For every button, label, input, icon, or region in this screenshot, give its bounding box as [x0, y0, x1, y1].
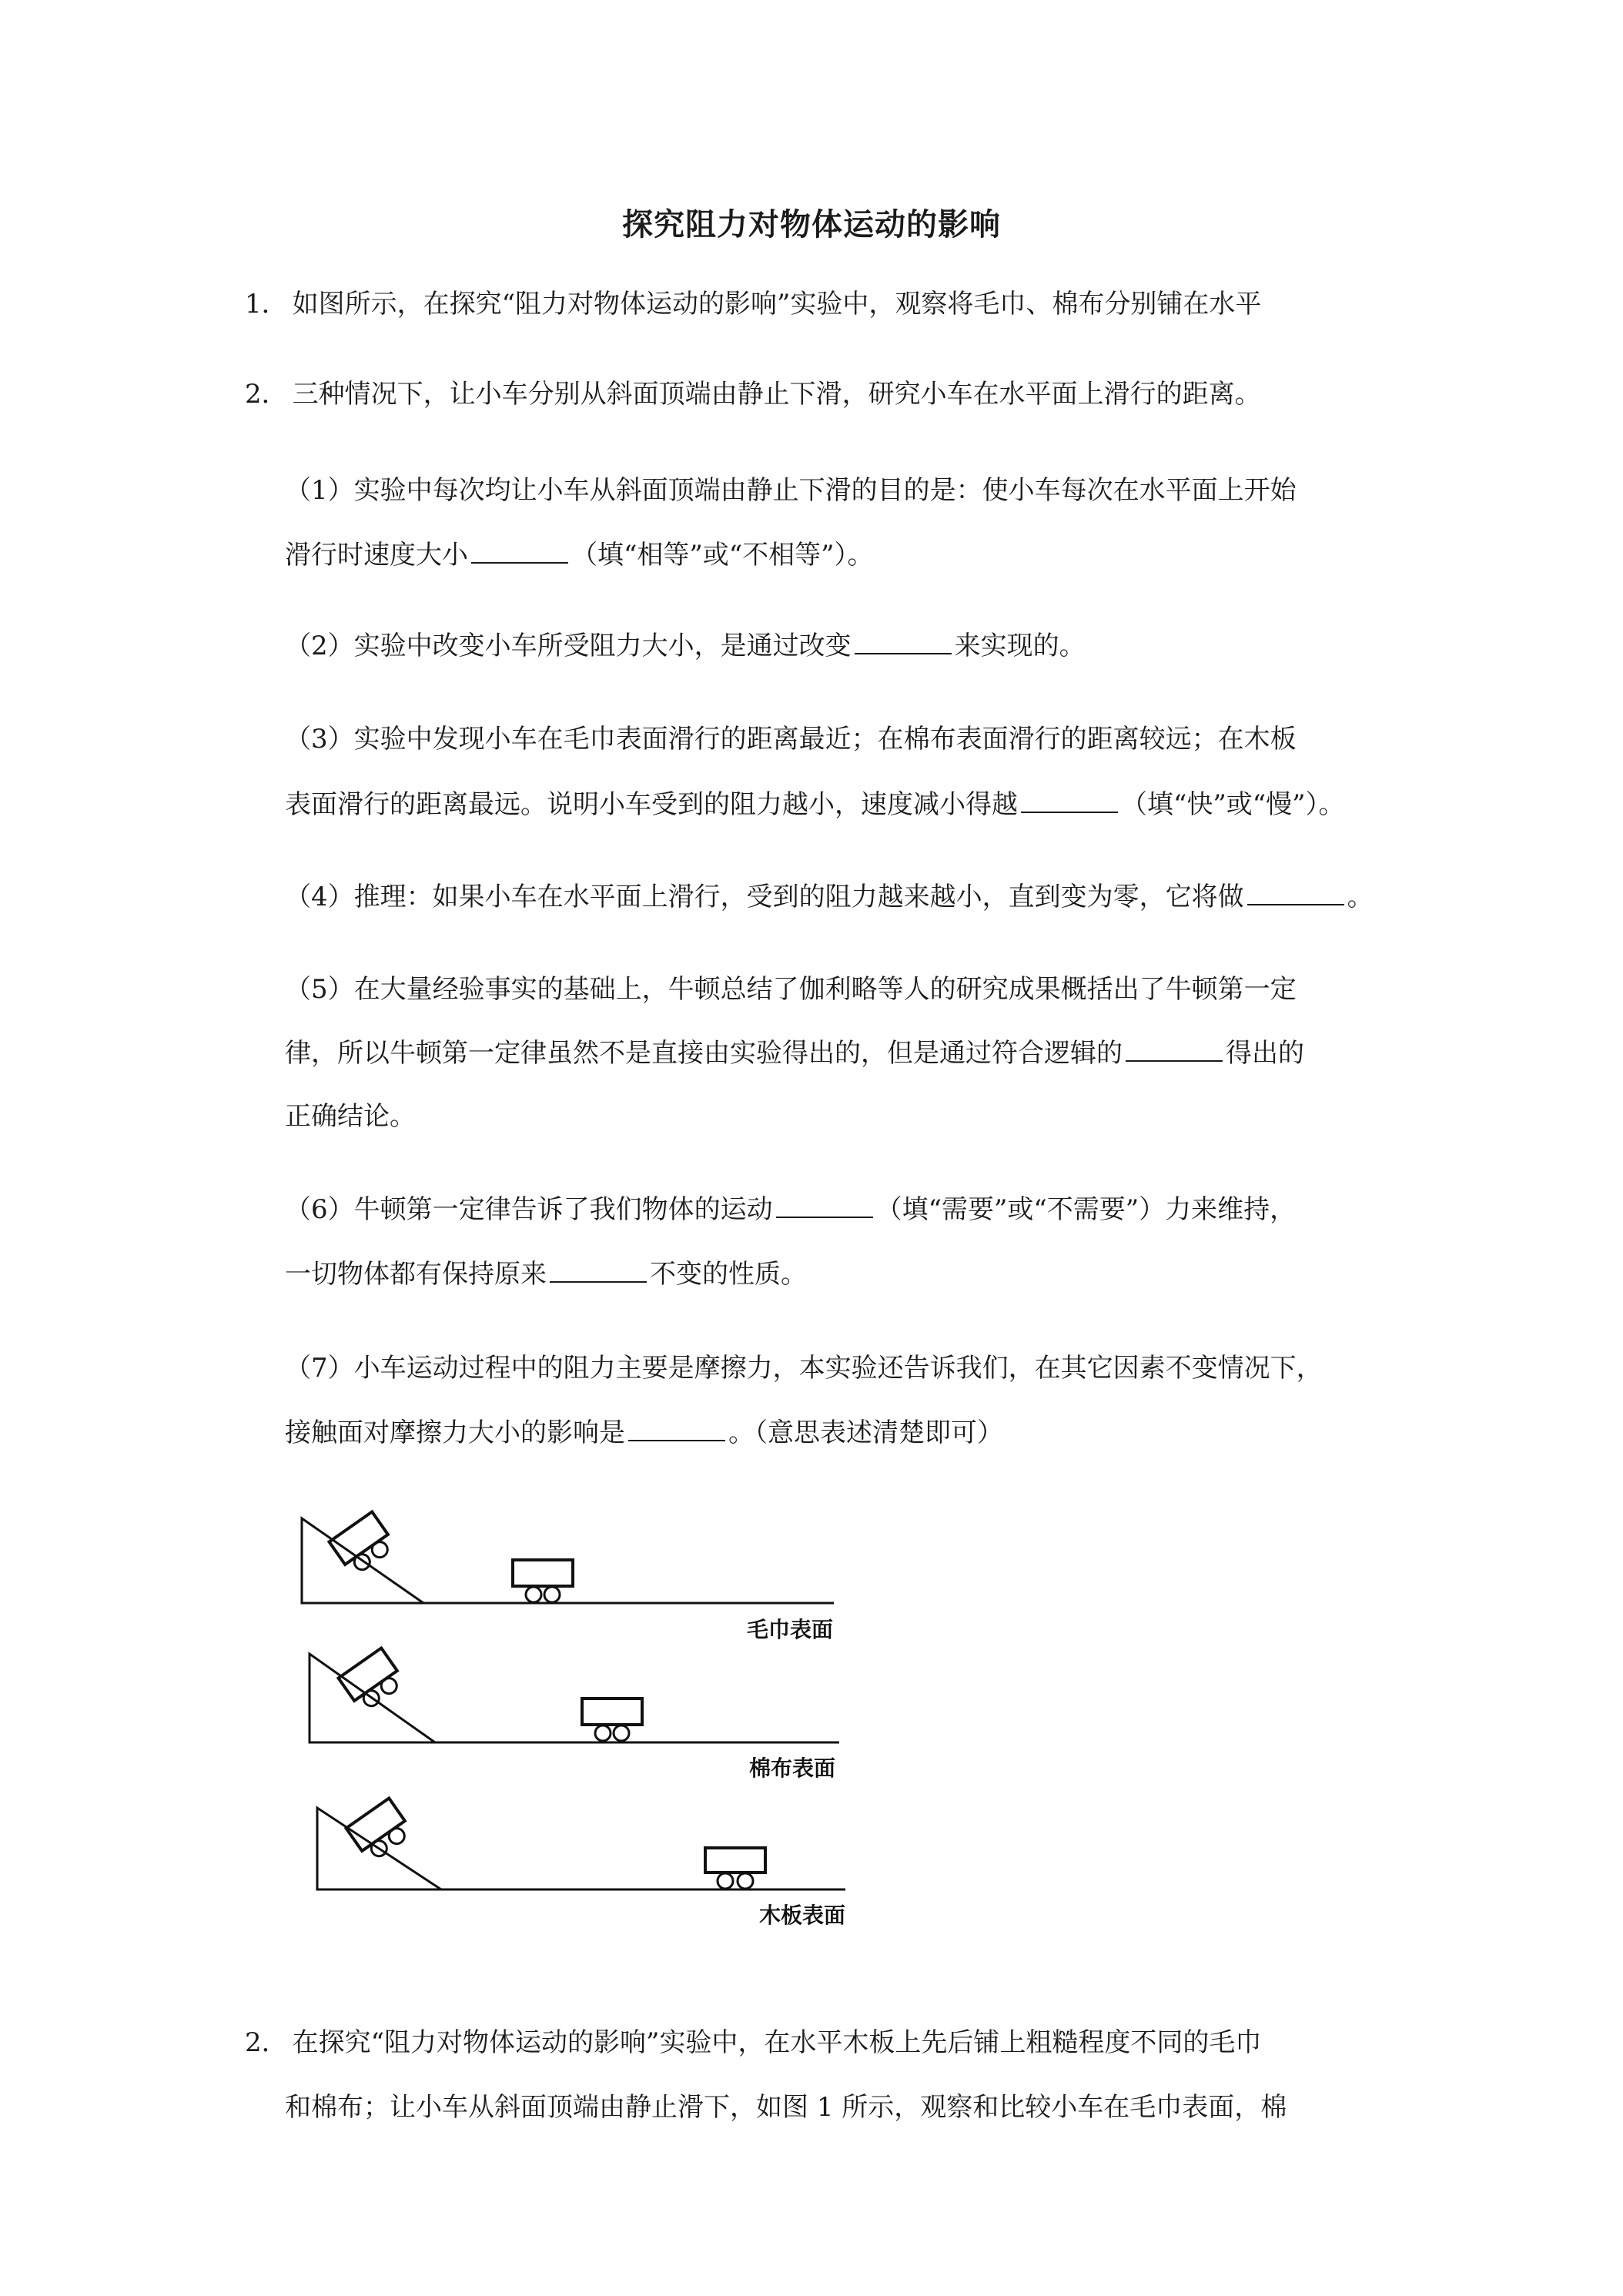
cotton-surface-cart — [582, 1699, 642, 1741]
cotton-setup — [310, 1648, 839, 1742]
q1-sub5-line-a: （5）在大量经验事实的基础上，牛顿总结了伽利略等人的研究成果概括出了牛顿第一定 — [285, 974, 1297, 1005]
q1-sub7-line-b — [285, 1414, 1003, 1452]
answer-blank-8[interactable] — [628, 1417, 725, 1441]
q2-line-1-number: 2． — [245, 2027, 288, 2058]
wood-surface-cart — [705, 1848, 765, 1889]
q1-line-2 — [245, 375, 1261, 413]
q1-sub3-line-a: （3）实验中发现小车在毛巾表面滑行的距离最近；在棉布表面滑行的距离较远；在木板 — [285, 724, 1297, 755]
wood-incline-cart — [346, 1798, 414, 1863]
answer-blank-4[interactable] — [1247, 881, 1344, 905]
q1-sub5-text-pre: 律，所以牛顿第一定律虽然不是直接由实验得出的，但是通过符合逻辑的 — [285, 1038, 1123, 1069]
q1-sub3-line-b — [285, 785, 1345, 824]
q1-sub1-text-pre: 滑行时速度大小 — [285, 540, 468, 571]
q1-sub6-text-pre: （6）牛顿第一定律告诉了我们物体的运动 — [285, 1194, 773, 1225]
wood-incline — [317, 1808, 441, 1889]
q1-line-2-text: 三种情况下，让小车分别从斜面顶端由静止下滑，研究小车在水平面上滑行的距离。 — [292, 379, 1261, 410]
q1-sub7-text-post: 。（意思表述清楚即可） — [728, 1417, 1003, 1448]
q1-sub4-text-pre: （4）推理：如果小车在水平面上滑行，受到的阻力越来越小，直到变为零，它将做 — [285, 882, 1244, 912]
towel-surface-cart — [513, 1560, 573, 1602]
towel-surface-label: 毛巾表面 — [747, 1617, 834, 1642]
q1-sub5-line-c: 正确结论。 — [285, 1101, 416, 1132]
answer-blank-2[interactable] — [855, 630, 952, 654]
q1-sub5-line-b — [285, 1034, 1304, 1073]
q1-sub6-line-b — [285, 1255, 807, 1294]
wood-setup — [317, 1798, 845, 1889]
q2-line-2: 和棉布；让小车从斜面顶端由静止滑下，如图 1 所示，观察和比较小车在毛巾表面，棉 — [285, 2092, 1287, 2123]
q1-sub6-line-a — [285, 1190, 1296, 1229]
q1-sub5-text-post: 得出的 — [1226, 1038, 1304, 1069]
q1-sub6b-text-pre: 一切物体都有保持原来 — [285, 1259, 547, 1290]
q1-sub4-line — [285, 878, 1374, 916]
q1-sub4-text-post: 。 — [1347, 882, 1374, 912]
q1-line-1 — [245, 285, 1261, 323]
wood-surface-label: 木板表面 — [759, 1903, 846, 1928]
q1-sub7-text-pre: 接触面对摩擦力大小的影响是 — [285, 1417, 625, 1448]
q1-sub2-line — [285, 627, 1086, 665]
towel-setup — [302, 1511, 834, 1603]
q2-line-1 — [245, 2023, 1261, 2062]
q1-line-1-number: 1． — [245, 289, 288, 320]
experiment-figure — [293, 1494, 862, 1956]
q2-line-1-text: 在探究“阻力对物体运动的影响”实验中，在水平木板上先后铺上粗糙程度不同的毛巾 — [292, 2027, 1262, 2058]
experiment-figure-svg — [293, 1494, 862, 1956]
q1-line-2-number: 2． — [245, 379, 288, 410]
answer-blank-3[interactable] — [1021, 788, 1118, 813]
q1-sub3-text-post: （填“快”或“慢”）。 — [1121, 789, 1345, 820]
answer-blank-1[interactable] — [471, 539, 568, 564]
answer-blank-6[interactable] — [776, 1193, 873, 1218]
q1-sub6b-text-post: 不变的性质。 — [650, 1259, 807, 1290]
towel-incline — [302, 1518, 423, 1603]
q1-sub1-line-b — [285, 536, 874, 574]
page-title: 探究阻力对物体运动的影响 — [622, 207, 1001, 243]
cotton-incline — [310, 1654, 435, 1742]
q1-sub1-text-post: （填“相等”或“不相等”）。 — [571, 540, 874, 571]
answer-blank-7[interactable] — [550, 1258, 647, 1283]
q1-sub2-text-post: 来实现的。 — [954, 631, 1086, 661]
q1-line-1-text: 如图所示，在探究“阻力对物体运动的影响”实验中，观察将毛巾、棉布分别铺在水平 — [292, 289, 1262, 320]
q1-sub1-line-a: （1）实验中每次均让小车从斜面顶端由静止下滑的目的是：使小车每次在水平面上开始 — [285, 475, 1297, 506]
cotton-surface-label: 棉布表面 — [749, 1755, 836, 1781]
q1-sub2-text-pre: （2）实验中改变小车所受阻力大小，是通过改变 — [285, 631, 852, 661]
q1-sub3-text-pre: 表面滑行的距离最远。说明小车受到的阻力越小，速度减小得越 — [285, 789, 1018, 820]
q1-sub6-text-post: （填“需要”或“不需要”）力来维持， — [875, 1194, 1297, 1225]
answer-blank-5[interactable] — [1126, 1037, 1223, 1062]
q1-sub7-line-a: （7）小车运动过程中的阻力主要是摩擦力，本实验还告诉我们，在其它因素不变情况下， — [285, 1353, 1323, 1384]
